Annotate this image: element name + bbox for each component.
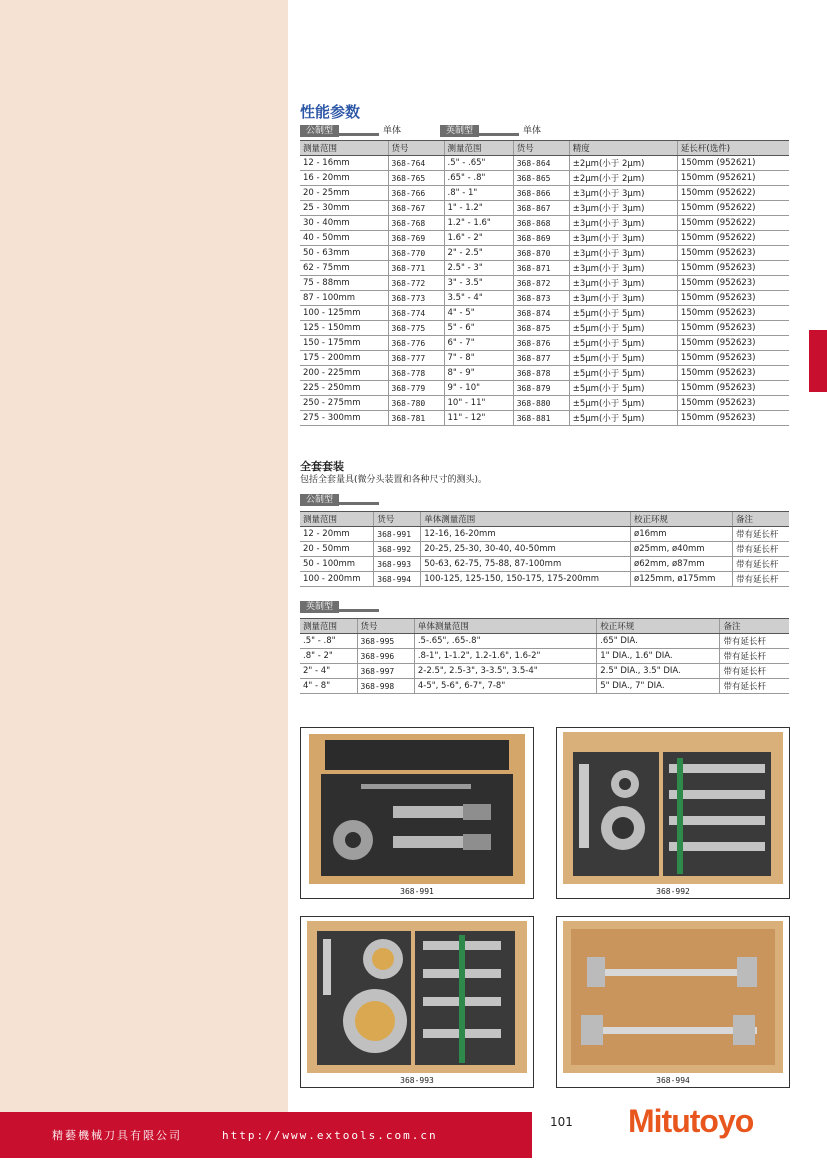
table-header-cell: 校正环规 <box>631 512 733 527</box>
table-cell: ø16mm <box>631 527 733 542</box>
table-cell: 6" - 7" <box>444 336 513 351</box>
photo-caption: 368-992 <box>656 887 690 896</box>
table-cell: 368-770 <box>388 246 444 261</box>
table-cell: 368-876 <box>513 336 569 351</box>
footer-company: 精藝機械刀具有限公司 <box>52 1129 182 1142</box>
table-cell: 4" - 8" <box>300 679 357 694</box>
table-cell: 11" - 12" <box>444 411 513 426</box>
table-cell: ø62mm, ø87mm <box>631 557 733 572</box>
table-cell: ±3μm(小于 3μm) <box>569 231 677 246</box>
table-cell: ±5μm(小于 5μm) <box>569 321 677 336</box>
table-row <box>300 291 789 306</box>
table-cell: 4-5", 5-6", 6-7", 7-8" <box>414 679 596 694</box>
table-cell: ±5μm(小于 5μm) <box>569 306 677 321</box>
table-row <box>300 396 789 411</box>
table-cell: 368-880 <box>513 396 569 411</box>
table-header-cell: 货号 <box>357 619 414 634</box>
table-cell: 50 - 100mm <box>300 557 374 572</box>
table-row <box>300 186 789 201</box>
table-cell: 带有延长杆 <box>732 572 789 587</box>
table-cell: 16 - 20mm <box>300 171 388 186</box>
table-cell: 7" - 8" <box>444 351 513 366</box>
table-cell: 368-773 <box>388 291 444 306</box>
table-cell: 200 - 225mm <box>300 366 388 381</box>
table-cell: ±5μm(小于 5μm) <box>569 351 677 366</box>
table-cell: 1" - 1.2" <box>444 201 513 216</box>
table-cell: 带有延长杆 <box>720 649 789 664</box>
photo-caption: 368-993 <box>400 1076 434 1085</box>
table-row <box>300 336 789 351</box>
table-cell: 100-125, 125-150, 150-175, 175-200mm <box>421 572 631 587</box>
table-cell: .8" - 2" <box>300 649 357 664</box>
section-title: 性能参数 <box>300 103 361 121</box>
table-cell: 368-870 <box>513 246 569 261</box>
table-cell: 368-991 <box>374 527 421 542</box>
table-cell: 150mm (952623) <box>677 306 789 321</box>
tag-underline <box>479 133 519 136</box>
table-cell: 368-992 <box>374 542 421 557</box>
table-cell: 368-864 <box>513 156 569 171</box>
table-row <box>300 634 789 649</box>
table-cell: 150mm (952623) <box>677 321 789 336</box>
table-row <box>300 201 789 216</box>
table-cell: ±3μm(小于 3μm) <box>569 186 677 201</box>
footer-url[interactable]: http://www.extools.com.cn <box>222 1128 438 1142</box>
table-row <box>300 306 789 321</box>
table-cell: 275 - 300mm <box>300 411 388 426</box>
table-cell: 175 - 200mm <box>300 351 388 366</box>
case-illustration-icon <box>557 917 789 1077</box>
table-cell: 带有延长杆 <box>732 527 789 542</box>
table-cell: 150 - 175mm <box>300 336 388 351</box>
table-header-cell: 备注 <box>732 512 789 527</box>
table-row <box>300 171 789 186</box>
table-cell: .5" - .8" <box>300 634 357 649</box>
table-row <box>300 351 789 366</box>
table-cell: 368-768 <box>388 216 444 231</box>
table-row <box>300 572 789 587</box>
table-cell: 368-776 <box>388 336 444 351</box>
table-cell: 75 - 88mm <box>300 276 388 291</box>
product-photo-368-994 <box>556 916 790 1088</box>
table-cell: 368-779 <box>388 381 444 396</box>
table-cell: ±5μm(小于 5μm) <box>569 336 677 351</box>
table-cell: 150mm (952622) <box>677 201 789 216</box>
photo-caption: 368-991 <box>400 887 434 896</box>
table-cell: 25 - 30mm <box>300 201 388 216</box>
table-cell: 368-879 <box>513 381 569 396</box>
table-row <box>300 649 789 664</box>
table-cell: ±3μm(小于 3μm) <box>569 201 677 216</box>
table-cell: 150mm (952623) <box>677 366 789 381</box>
table-cell: 368-765 <box>388 171 444 186</box>
table-cell: ø125mm, ø175mm <box>631 572 733 587</box>
table-cell: 368-865 <box>513 171 569 186</box>
tag-underline <box>339 133 379 136</box>
table-cell: .65" DIA. <box>597 634 720 649</box>
table-cell: 150mm (952623) <box>677 411 789 426</box>
table-cell: .5" - .65" <box>444 156 513 171</box>
table-cell: 带有延长杆 <box>732 557 789 572</box>
table-row <box>300 542 789 557</box>
table-row <box>300 557 789 572</box>
table-cell: 368-775 <box>388 321 444 336</box>
table-cell: 9" - 10" <box>444 381 513 396</box>
table-cell: 150mm (952623) <box>677 261 789 276</box>
table-cell: 150mm (952623) <box>677 276 789 291</box>
table-cell: 150mm (952623) <box>677 396 789 411</box>
table-row <box>300 321 789 336</box>
table-cell: 368-995 <box>357 634 414 649</box>
table-row <box>300 246 789 261</box>
product-photo-368-992 <box>556 727 790 899</box>
table-cell: 368-878 <box>513 366 569 381</box>
table-cell: 带有延长杆 <box>720 679 789 694</box>
table-row <box>300 411 789 426</box>
table-row <box>300 156 789 171</box>
inch-tag-label: 英制型 <box>440 125 479 137</box>
table-cell: 12 - 20mm <box>300 527 374 542</box>
table-cell: 368-874 <box>513 306 569 321</box>
table-cell: 150mm (952622) <box>677 216 789 231</box>
table-cell: 368-873 <box>513 291 569 306</box>
table-cell: 150mm (952622) <box>677 231 789 246</box>
table-cell: 带有延长杆 <box>732 542 789 557</box>
table-cell: .65" - .8" <box>444 171 513 186</box>
table-cell: 150mm (952623) <box>677 381 789 396</box>
table-cell: 368-866 <box>513 186 569 201</box>
footer-bar <box>0 1112 532 1158</box>
table-row <box>300 366 789 381</box>
table-row <box>300 381 789 396</box>
table-cell: ±5μm(小于 5μm) <box>569 411 677 426</box>
table-cell: 225 - 250mm <box>300 381 388 396</box>
table-cell: 368-764 <box>388 156 444 171</box>
metric-sets-table <box>300 511 789 587</box>
table-header-cell: 测量范围 <box>300 619 357 634</box>
metric-tag-after: 单体 <box>383 125 402 136</box>
table-row <box>300 679 789 694</box>
table-cell: 带有延长杆 <box>720 634 789 649</box>
brand-logo: Mitutoyo <box>628 1103 754 1139</box>
table-cell: 125 - 150mm <box>300 321 388 336</box>
table-cell: 12-16, 16-20mm <box>421 527 631 542</box>
table-cell: 368-767 <box>388 201 444 216</box>
table-cell: 368-875 <box>513 321 569 336</box>
section-tab-marker <box>809 330 827 392</box>
table-cell: 100 - 125mm <box>300 306 388 321</box>
metric-tag <box>300 125 401 137</box>
table-cell: 368-869 <box>513 231 569 246</box>
table-cell: 10" - 11" <box>444 396 513 411</box>
table-cell: ±3μm(小于 3μm) <box>569 261 677 276</box>
table-cell: 8" - 9" <box>444 366 513 381</box>
table-cell: 1.6" - 2" <box>444 231 513 246</box>
table-cell: ±5μm(小于 5μm) <box>569 381 677 396</box>
table-cell: ±3μm(小于 3μm) <box>569 216 677 231</box>
table-cell: 368-780 <box>388 396 444 411</box>
table-header-cell: 精度 <box>569 141 677 156</box>
table-cell: 368-772 <box>388 276 444 291</box>
table-cell: ±2μm(小于 2μm) <box>569 156 677 171</box>
table-cell: 62 - 75mm <box>300 261 388 276</box>
table-cell: 5" - 6" <box>444 321 513 336</box>
table-cell: 3.5" - 4" <box>444 291 513 306</box>
table-row <box>300 216 789 231</box>
case-illustration-icon <box>557 728 789 888</box>
table-cell: 368-996 <box>357 649 414 664</box>
table-cell: 30 - 40mm <box>300 216 388 231</box>
table-row <box>300 527 789 542</box>
table-header-cell: 备注 <box>720 619 789 634</box>
table-cell: 20-25, 25-30, 30-40, 40-50mm <box>421 542 631 557</box>
table-header-cell: 货号 <box>388 141 444 156</box>
table-cell: 100 - 200mm <box>300 572 374 587</box>
table-cell: 250 - 275mm <box>300 396 388 411</box>
table-cell: 368-778 <box>388 366 444 381</box>
inch-tag <box>440 125 541 137</box>
table-header-cell: 单体测量范围 <box>421 512 631 527</box>
table-cell: 150mm (952623) <box>677 291 789 306</box>
table-cell: .5-.65", .65-.8" <box>414 634 596 649</box>
table-cell: 368-993 <box>374 557 421 572</box>
table-cell: 40 - 50mm <box>300 231 388 246</box>
sets-title: 全套套装 <box>300 460 344 473</box>
table-cell: 150mm (952621) <box>677 171 789 186</box>
sets-metric-tag <box>300 494 379 506</box>
table-cell: 50 - 63mm <box>300 246 388 261</box>
case-illustration-icon <box>301 728 533 888</box>
single-spec-table <box>300 140 789 426</box>
tag-underline <box>339 609 379 612</box>
table-cell: 20 - 25mm <box>300 186 388 201</box>
table-cell: 368-994 <box>374 572 421 587</box>
table-cell: 3" - 3.5" <box>444 276 513 291</box>
table-cell: ±2μm(小于 2μm) <box>569 171 677 186</box>
table-cell: 5" DIA., 7" DIA. <box>597 679 720 694</box>
photo-caption: 368-994 <box>656 1076 690 1085</box>
metric-tag-label: 公制型 <box>300 125 339 137</box>
table-cell: 368-997 <box>357 664 414 679</box>
table-cell: .8-1", 1-1.2", 1.2-1.6", 1.6-2" <box>414 649 596 664</box>
tag-underline <box>339 502 379 505</box>
table-cell: 87 - 100mm <box>300 291 388 306</box>
table-cell: 368-998 <box>357 679 414 694</box>
table-cell: 368-774 <box>388 306 444 321</box>
table-header-cell: 测量范围 <box>300 141 388 156</box>
table-cell: 150mm (952623) <box>677 336 789 351</box>
table-cell: ±3μm(小于 3μm) <box>569 291 677 306</box>
table-row <box>300 231 789 246</box>
table-cell: 368-877 <box>513 351 569 366</box>
table-header-cell: 货号 <box>513 141 569 156</box>
table-row <box>300 664 789 679</box>
table-header-cell: 货号 <box>374 512 421 527</box>
product-photo-368-991 <box>300 727 534 899</box>
table-cell: 2" - 4" <box>300 664 357 679</box>
table-cell: 368-872 <box>513 276 569 291</box>
table-cell: 150mm (952623) <box>677 246 789 261</box>
inch-tag-after: 单体 <box>523 125 542 136</box>
table-cell: 368-868 <box>513 216 569 231</box>
table-cell: 368-871 <box>513 261 569 276</box>
table-cell: 368-769 <box>388 231 444 246</box>
table-cell: 368-881 <box>513 411 569 426</box>
table-cell: 150mm (952623) <box>677 351 789 366</box>
table-cell: ±3μm(小于 3μm) <box>569 246 677 261</box>
inch-sets-table <box>300 618 789 694</box>
table-cell: 368-781 <box>388 411 444 426</box>
table-cell: 2.5" DIA., 3.5" DIA. <box>597 664 720 679</box>
table-cell: 150mm (952621) <box>677 156 789 171</box>
sets-inch-tag <box>300 601 379 613</box>
table-cell: 2.5" - 3" <box>444 261 513 276</box>
table-cell: 4" - 5" <box>444 306 513 321</box>
table-header-cell: 测量范围 <box>444 141 513 156</box>
table-cell: ±5μm(小于 5μm) <box>569 396 677 411</box>
table-row <box>300 276 789 291</box>
page-number: 101 <box>550 1115 573 1129</box>
table-header-cell: 校正环规 <box>597 619 720 634</box>
table-cell: ±3μm(小于 3μm) <box>569 276 677 291</box>
table-header-cell: 单体测量范围 <box>414 619 596 634</box>
table-cell: .8" - 1" <box>444 186 513 201</box>
table-cell: 50-63, 62-75, 75-88, 87-100mm <box>421 557 631 572</box>
table-cell: 368-777 <box>388 351 444 366</box>
table-cell: 368-766 <box>388 186 444 201</box>
table-cell: 2" - 2.5" <box>444 246 513 261</box>
table-cell: 2-2.5", 2.5-3", 3-3.5", 3.5-4" <box>414 664 596 679</box>
left-decor-strip <box>0 0 288 1115</box>
table-cell: 12 - 16mm <box>300 156 388 171</box>
sets-inch-tag-label: 英制型 <box>300 601 339 613</box>
sets-description: 包括全套量具(微分头装置和各种尺寸的测头)。 <box>300 475 488 485</box>
table-row <box>300 261 789 276</box>
table-cell: 368-771 <box>388 261 444 276</box>
table-cell: 带有延长杆 <box>720 664 789 679</box>
table-cell: ±5μm(小于 5μm) <box>569 366 677 381</box>
table-cell: 1.2" - 1.6" <box>444 216 513 231</box>
table-header-cell: 测量范围 <box>300 512 374 527</box>
table-cell: 368-867 <box>513 201 569 216</box>
table-cell: 150mm (952622) <box>677 186 789 201</box>
table-header-cell: 延长杆(选件) <box>677 141 789 156</box>
table-cell: 20 - 50mm <box>300 542 374 557</box>
case-illustration-icon <box>301 917 533 1077</box>
table-cell: 1" DIA., 1.6" DIA. <box>597 649 720 664</box>
product-photo-368-993 <box>300 916 534 1088</box>
sets-metric-tag-label: 公制型 <box>300 494 339 506</box>
table-cell: ø25mm, ø40mm <box>631 542 733 557</box>
